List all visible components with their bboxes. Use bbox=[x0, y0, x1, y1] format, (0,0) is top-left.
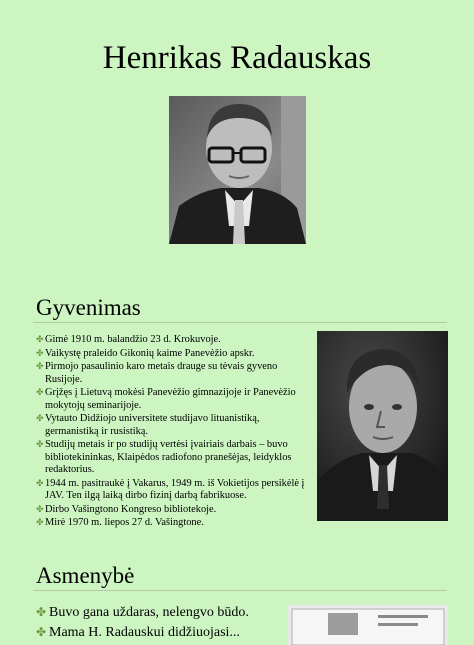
star-bullet-icon: ✤ bbox=[36, 335, 44, 345]
list-item: ✤ Dirbo Vašingtono Kongreso bibliotekoje. bbox=[36, 503, 217, 515]
portrait-photo-young bbox=[317, 331, 448, 521]
star-bullet-icon: ✤ bbox=[36, 478, 44, 489]
list-item: ✤ Mama H. Radauskui didžiuojasi... bbox=[36, 625, 240, 640]
list-item: ✤ Studijų metais ir po studijų vertėsi įvairiais darbais – buvo bibliotekininkas, Klaipėdos radiofono pranešėjas, leidyklos redaktorius. bbox=[36, 439, 292, 475]
list-item: ✤ Buvo gana uždaras, nelengvo būdo. bbox=[36, 605, 249, 620]
section-heading-personality: Asmenybė bbox=[36, 563, 135, 588]
life-list bbox=[36, 334, 314, 531]
star-bullet-icon: ✤ bbox=[36, 518, 44, 529]
star-bullet-icon: ✤ bbox=[36, 388, 44, 399]
star-bullet-icon: ✤ bbox=[36, 414, 44, 425]
section-divider bbox=[33, 322, 447, 323]
document-photo bbox=[288, 605, 448, 645]
list-item: ✤ Vaikystę praleido Gikonių kaime Panevėžio apskr. bbox=[36, 347, 255, 359]
list-item: ✤ Grįžęs į Lietuvą mokėsi Panevėžio gimnazijoje ir Panevėžio mokytojų seminarijoje. bbox=[36, 387, 296, 411]
list-item: ✤ Pirmojo pasaulinio karo metais drauge su tėvais gyveno Rusijoje. bbox=[36, 361, 278, 385]
star-bullet-icon: ✤ bbox=[36, 440, 44, 451]
star-bullet-icon: ✤ bbox=[36, 348, 44, 359]
list-item: ✤ 1944 m. pasitraukė į Vakarus, 1949 m. iš Vokietijos persikėlė į JAV. Ten ilgą laiką dirbo fizinį darbą fabrikuose. bbox=[36, 477, 305, 501]
list-item: ✤ Gimė 1910 m. balandžio 23 d. Krokuvoje. bbox=[36, 334, 221, 345]
star-bullet-icon: ✤ bbox=[36, 504, 44, 515]
star-bullet-icon: ✤ bbox=[36, 605, 47, 619]
page-title: Henrikas Radauskas bbox=[102, 40, 372, 76]
portrait-photo-older bbox=[169, 96, 306, 244]
section-heading-life: Gyvenimas bbox=[36, 295, 141, 320]
section-divider bbox=[33, 590, 447, 591]
list-item: ✤ Mirė 1970 m. liepos 27 d. Vašingtone. bbox=[36, 517, 204, 529]
personality-list bbox=[36, 604, 286, 644]
star-bullet-icon: ✤ bbox=[36, 362, 44, 373]
star-bullet-icon: ✤ bbox=[36, 625, 47, 639]
list-item: ✤ Vytauto Didžiojo universitete studijavo lituanistiką, germanistiką ir rusistiką. bbox=[36, 413, 260, 437]
